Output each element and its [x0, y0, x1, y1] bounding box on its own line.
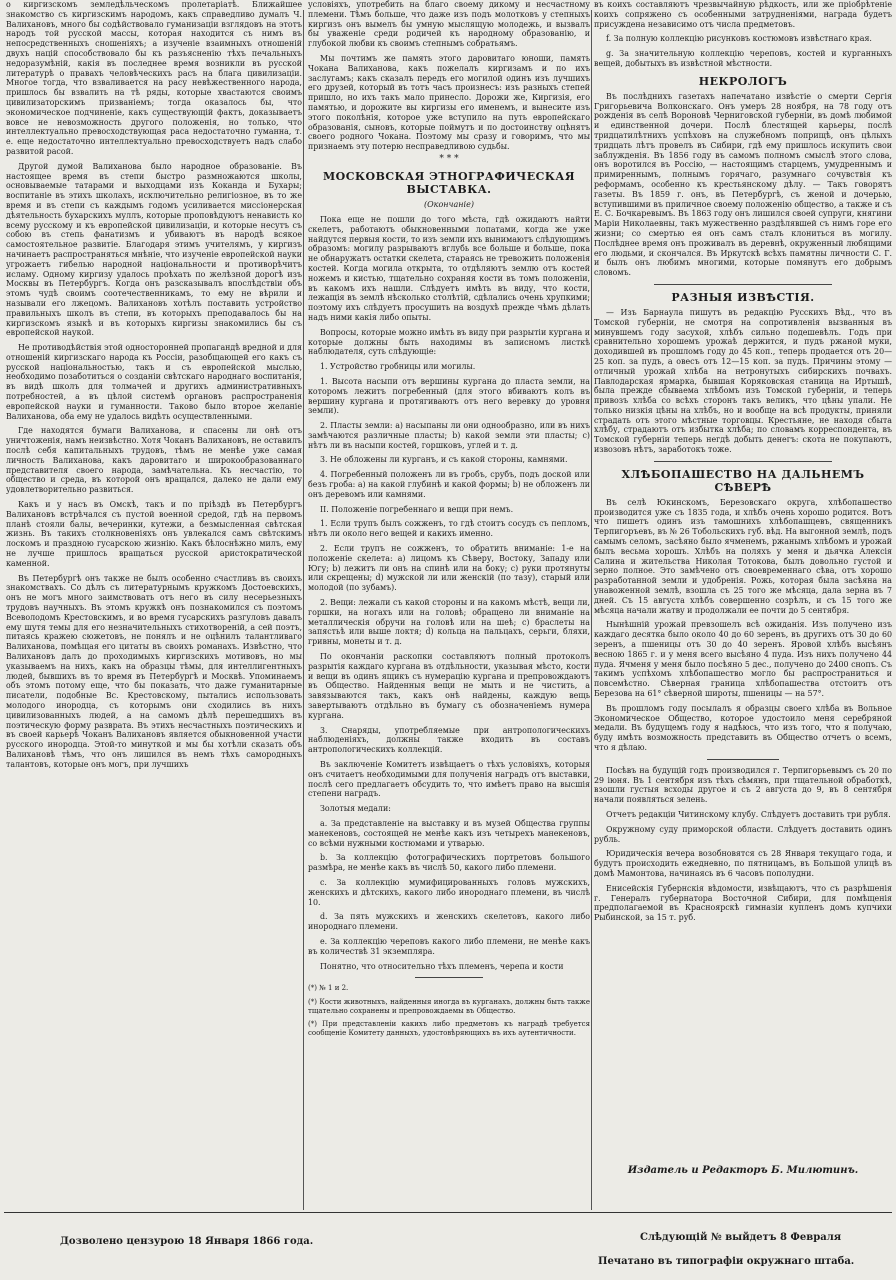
- paragraph: Въ селѣ Юкинскомъ, Березовскаго округа, хлѣбопашество производится уже съ 1835 года, и хлѣбъ очень хорошо родится. Вотъ что пишетъ одинъ изъ тамошнихъ хлѣбопашцевъ, священникъ Терпигоръевъ, въ № 26 Тобольскихъ губ. вѣд. На выгонной землѣ, подъ самымъ селомъ, засѣяно было ячменемъ, ржанымъ хлѣбомъ и урожай былъ весьма хорошъ. Хлѣбъ на поляхъ у меня и дьячка Алексія Салина и жительства Николая Тотокова, былъ довольно густой и зерно полное. Это замѣчено отъ своевременнаго сѣва, отъ хорошо разработанной земли и удобренія. Рожь, которая была засѣяна на унавоженной землѣ, взошла съ 25 того же мѣсяца, дала зерна въ 7 дней. Съ 15 августа хлѣбъ совершенно созрѣлъ, и съ 15 того же мѣсяца начали жатву и продолжали ее почти до 5 сентября.: [594, 497, 892, 615]
- paragraph: Нынѣшній урожай превзошелъ всѣ ожиданія. Изъ получено изъ каждаго десятка было около 40 до 60 зеренъ, въ другихъ отъ 30 до 60 зеренъ, а пшеницы отъ 30 до 40 зеренъ. Яровой хлѣбъ высѣянъ весною 1865 г. и у меня всего высѣяно 4 пуда. Изъ нихъ получено 44 пуда. Ячменя у меня было посѣяно 5 дес., получено до 2400 снопъ. Съ такимъ успѣхомъ хлѣбопашество могло бы распространиться и повсемѣстно. Сѣверная граница хлѣбопашества отстоитъ отъ Березова на 61° сѣверной широты, пшеницы — на 57°.: [594, 620, 892, 699]
- section-divider: [654, 284, 833, 285]
- paragraph: 1. Если трупъ былъ сожженъ, то гдѣ стоитъ сосудъ съ пепломъ, нѣтъ ли около него вещей и какихъ именно.: [308, 519, 590, 539]
- paragraph: Вопросы, которые можно имѣть въ виду при разрытіи кургана и которые должны быть находимы въ записномъ листкѣ наблюдателя, суть слѣдующіе:: [308, 327, 590, 357]
- paragraph: Где находятся бумаги Валиханова, и спасены ли онѣ отъ уничтоженія, намъ неизвѣстно. Хотя Чоканъ Валихановъ, не оставилъ послѣ себя капитальныхъ трудовъ, тѣмъ не менѣе уже самая личность Валиханова, какъ даровитаго и широкообразованнаго представителя своего народа, замѣчательна. Къ несчастію, то общество и среда, въ которой онъ вращался, далеко не дали ему удовлетворительно развиться.: [6, 426, 302, 495]
- paragraph: Отчетъ редакціи Читинскому клубу. Слѣдуетъ доставить три рубля.: [606, 809, 891, 819]
- footnote: (*) Кости животныхъ, найденныя иногда въ курганахъ, должны быть также тщательно сохранены и препровождаемы въ Общество.: [308, 998, 590, 1015]
- section-title-grain: ХЛѢБОПАШЕСТВО НА ДАЛЬНЕМЪ СѢВЕРѢ: [621, 467, 865, 494]
- paragraph: Мы почтимъ же память этого даровитаго юноши, память Чокана Валиханова, какъ пожелалъ киргизамъ и по ихъ заслугамъ; какъ сказалъ передъ его могилой одинъ изъ лучшихъ его друзей, который въ тотъ часъ произнесъ: изъ разныхъ степей пришло, но ихъ такъ мало принесло. Дорожи же, Киргизія, его памятью, и дорожите вы киргизы его именемъ, и вынесите изъ этого поколѣнія, которое уже вступило на путь европейскаго образованія, сыновъ, которые поймутъ и по достоинству оцѣнятъ своего родного Чокана. Поэтому мы сразу и говоримъ, что мы признаемъ эту потерю несправедливою судьбы.: [308, 53, 590, 152]
- paragraph: d. За пять мужскихъ и женскихъ скелетовъ, какого либо инороднаго племени.: [308, 912, 590, 932]
- paragraph: c. За коллекцію мумифицированныхъ головъ мужскихъ, женскихъ и дѣтскихъ, какого либо инороднаго племени, въ числѣ 10.: [308, 877, 590, 907]
- paragraph: 2. Если трупъ не сожженъ, то обратить вниманіе: 1-е на положеніе скелета: а) лицомъ къ Сѣверу, Востоку, Западу или Югу; b) лежитъ ли онъ на спинѣ или на боку; c) руки протянуты или скрещены; d) мужской ли или женскій (по тазу), старый или молодой (по зубамъ).: [308, 544, 590, 593]
- publisher-line: Издатель и Редакторъ Б. Милютинъ.: [627, 1165, 859, 1176]
- section-title-news: РАЗНЫЯ ИЗВѢСТІЯ.: [671, 290, 815, 304]
- paragraph: — Изъ Барнаула пишутъ въ редакцію Русскихъ Вѣд., что въ Томской губерніи, не смотря на сопротивленія вызванныя въ минувшемъ году засухой, хлѣбъ сильно подешевѣлъ. Годъ при сравнительно хорошемъ урожаѣ держится, и пудъ ржаной муки, доходившей въ прошломъ году до 45 коп., теперь продается отъ 20—25 коп. за пудъ, а овесъ отъ 12—15 коп. за пудъ. Причины этому — отличный урожай хлѣба на нетронутыхъ сибирскихъ почвахъ. Павлодарская ярмарка, бывшая Коряковская станица на Иртышѣ, была прежде сбываема хлѣбомъ изъ Томской губерніи, и теперь привозъ хлѣба со всѣхъ сторонъ такъ великъ, что цѣны упали. Не только низкія цѣны на хлѣбъ, но и вообще на всѣ продукты, приняли страдать отъ этого мѣстные торговцы. Крестьяне, не находя сбыта хлѣбу, страдаютъ отъ избытка хлѣба; по словамъ корреспондента, въ Томской губерніи теперь негдѣ добыть денегъ: скота не покупаютъ, извозовъ нѣтъ, заработокъ тоже.: [594, 307, 892, 455]
- paragraph: 1. Высота насыпи отъ вершины кургана до пласта земли, на которомъ лежитъ погребенный (для этого вбиваютъ колъ въ вершину кургана и протягиваютъ отъ него веревку до уровня земли).: [308, 376, 590, 416]
- section-title-necrology: НЕКРОЛОГЪ: [698, 74, 788, 88]
- section-title-exhibition: МОСКОВСКАЯ ЭТНОГРАФИЧЕСКАЯ ВЫСТАВКА.: [322, 169, 576, 196]
- censor-approval: Дозволено цензурою 18 Января 1866 года.: [60, 1236, 314, 1247]
- printer-line: Печатано въ типографіи окружнаго штаба.: [598, 1256, 855, 1267]
- section-divider: [707, 759, 779, 760]
- paragraph: въ коихъ составляютъ чрезвычайную рѣдкость, или же пріобрѣтеніе коихъ сопряжено съ особенными затрудненіями, награда будетъ присуждена независимо отъ числа предметовъ.: [594, 0, 892, 29]
- paragraph: 4. Погребенный положенъ ли въ гробъ, срубъ, подъ доской или безъ гроба: а) на какой глубинѣ и какой формы; b) не обложенъ ли онъ деревомъ или камнями.: [308, 470, 590, 499]
- column-divider: [303, 10, 304, 1210]
- paragraph: Въ заключеніе Комитетъ извѣщаетъ о тѣхъ условіяхъ, которыя онъ считаетъ необходимыми для полученія наградъ отъ выставки, послѣ сего предлагаетъ обсудить то, что имѣетъ право на высшія степени наградъ.: [308, 760, 590, 799]
- section-divider: [654, 461, 833, 462]
- paragraph: а. За представленіе на выставку и въ музей Общества группы манекеновъ, состоящей не менѣе какъ изъ четырехъ манекеновъ, со всѣми нужными костюмами и утварью.: [308, 818, 590, 848]
- paragraph: Въ Петербургѣ онъ также не былъ особенно счастливъ въ своихъ знакомствахъ. Со дѣлъ съ литературнымъ кружкомъ Достоевскихъ, онъ не могъ много заимствовать отъ него въ силу несерьезныхъ трудовъ научныхъ. Въ этомъ кружкѣ онъ познакомился съ поэтомъ Всеволодомъ Крестовскимъ, и во время гусарскихъ разгуловъ давалъ ему шутя темы для его незначительныхъ стихотвореній, а сей поэтъ, питаясь кражею сюжетовъ, не понялъ и не оцѣнилъ талантливаго Валиханова, помѣщая его цитаты въ своихъ романахъ. Извѣстно, что Валихановъ далъ до проходимыхъ киргизскихъ мотивовъ, но мы указываемъ на нихъ, какъ на образцы тѣмы, для интеллигентныхъ людей, бывшихъ въ то время въ Петербургѣ и Москвѣ. Упоминаемъ объ этомъ потому еще, что бы показать, что даже гуманитарные писатели, подобные Вс. Крестовскому, пытались использовать молодого инородца, съ которымъ они сходились въ нихъ цивилизованныхъ людей, а на самомъ дѣлѣ перешедшихъ въ поэтическую форму разврата. Въ этихъ несчастныхъ поэтическихъ и въ своей карьерѣ Чоканъ Валихановъ является обыкновенной участи русского инородца. Этой-то минуткой и мы бы хотѣли сказать объ Валихановѣ тѣмъ, что онъ лишился въ немъ тѣхъ самородныхъ талантовъ, которые онъ могъ, при лучшихъ: [6, 573, 302, 769]
- section-stars: * * *: [439, 153, 459, 164]
- paragraph: е. За коллекцію череповъ какого либо племени, не менѣе какъ въ количествѣ 31 экземпляра.: [308, 936, 590, 956]
- paragraph: Окружному суду приморской области. Слѣдуетъ доставить одинъ рубль.: [594, 824, 892, 844]
- next-issue-notice: Слѣдующій № выйдетъ 8 Февраля: [640, 1232, 842, 1243]
- paragraph: Въ послѣднихъ газетахъ напечатано извѣстіе о смерти Сергія Григорьевича Волконскаго. Онъ умеръ 28 ноября, на 78 году отъ рожденія въ селѣ Вороновѣ Черниговской губерніи, въ домѣ любимой и единственной дочери. Послѣ блестящей карьеры, послѣ тридцатилѣтнихъ успѣховъ на служебномъ поприщѣ, онъ цѣлыхъ тридцать лѣтъ провелъ въ Сибири, гдѣ ему пришлось искупить свои заблужденія. Въ 1856 году въ самомъ полномъ смыслѣ этого слова, онъ воротился въ Россію, — настоящимъ старцемъ, умудреннымъ и примиреннымъ, полнымъ горячаго, разумнаго сочувствія къ реформамъ, особенно къ крестьянскому дѣлу. — Такъ говорятъ газеты. Въ 1859 г. онъ, въ Петербургѣ, съ женой и дочерью, вступившими въ приличное своему положенію общество, а также и съ Е. С. Бочкаревымъ. Въ 1863 году онъ лишился своей супруги, княгини Маріи Николаевны, такъ мужественно раздѣлявшей съ нимъ горе его жизни; со смертью ея онъ самъ сталъ клониться въ могилу. Послѣднее время онъ проживалъ въ деревнѣ, окруженный любящими его людьми, и скончался. Въ Иркутскѣ всѣхъ памятны личности С. Г. и былъ онъ любимъ многими, которые помянутъ его добрымъ словомъ.: [594, 91, 892, 278]
- paragraph: g. За значительную коллекцію череповъ, костей и курганныхъ вещей, добытыхъ въ извѣстной мѣстности.: [594, 49, 892, 68]
- paragraph: 3. Не обложены ли курганъ, и съ какой стороны, камнями.: [320, 455, 568, 465]
- column-left: [6, 0, 302, 1216]
- paragraph: Посѣвъ на будущій годъ производился г. Терпигорьевымъ съ 20 по 29 іюня. Въ 1 сентября изъ тѣхъ сѣмянъ, при тщательной обработкѣ, взошли густыя всходы другое и съ 2 августа до 9, въ 8 сентября начали появляться зелень.: [594, 765, 892, 805]
- column-divider: [591, 10, 592, 1210]
- paragraph: Какъ и у насъ въ Омскѣ, такъ и по пріѣздѣ въ Петербургъ Валихановъ встрѣчался съ пустой военной средой, гдѣ на первомъ планѣ стояли балы, вечеринки, кутежи, а безмысленная свѣтская жизнь. Въ такихъ столкновеніяхъ онъ увлекался самъ свѣтскимъ лоскомъ и праздною гусарскою жизнію. Какъ бѣлоснѣжно милъ, ему не лучше пришлось вращаться русской аристократической каменной.: [6, 500, 302, 568]
- paragraph: Золотыя медали:: [320, 804, 391, 814]
- paragraph: Юридическія вечера возобновятся съ 28 Января текущаго года, и будутъ происходить ежедневно, по пятницамъ, въ Большой улицѣ въ домѣ Мамонтова, начинаясь въ 6 часовъ пополудни.: [594, 849, 892, 878]
- paragraph: II. Положеніе погребеннаго и вещи при немъ.: [320, 504, 514, 514]
- footnote: (*) При представленіи какихъ либо предметовъ къ наградѣ требуется сообщеніе Комитету данныхъ, удостовѣряющихъ въ ихъ аутентичности.: [308, 1020, 590, 1038]
- paragraph: 2. Пласты земли: а) насыпаны ли они однообразно, или въ нихъ замѣчаются различные пласты; b) какой земли эти пласты; c) нѣтъ ли въ насыпи костей, горшковъ, углей и т. д.: [308, 421, 590, 450]
- paragraph: b. За коллекцію фотографическихъ портретовъ большого размѣра, не менѣе какъ въ числѣ 50, какого либо племени.: [308, 853, 590, 873]
- paragraph: 3. Снаряды, употребляемые при антропологическихъ наблюденіяхъ, должны также входить въ составъ антропологическихъ коллекцій.: [308, 725, 590, 755]
- paragraph: Другой думой Валиханова было народное образованіе. Въ настоящее время въ степи быстро размножаются школы, основываемые татарами и выходцами изъ Коканда и Бухары; воспитаніе въ этихъ школахъ, исключительно религіозное, въ то же время и въ степи съ каждымъ годомъ усиливается миссіонерская дѣятельность бухарскихъ муллъ, которые проповѣдуютъ ненависть ко всему русскому и къ европейской цивилизаціи, и которые несутъ съ собою въ степь фанатизмъ и убиваютъ въ народѣ всякое самостоятельное развитіе. Благодаря этимъ учителямъ, у киргизъ начинаетъ распространяться мнѣніе, что изученіе европейской науки угрожаетъ гибелью народной національности и противорѣчитъ исламу. Одному киргизу удалось проѣхать по желѣзной дорогѣ изъ Москвы въ Петербургъ. Когда онъ разсказывалъ впослѣдствіи объ этомъ чудѣ своимъ соотечественникамъ, то ему не вѣрили и называли его лжецомъ. Валихановъ хотѣлъ поставить устройство правильныхъ школъ въ степи, въ которыхъ преподавалось бы на киргизскомъ языкѣ и въ которыхъ киргизы знакомились бы съ европейской наукой.: [6, 161, 302, 338]
- paragraph: Енисейскія Губернскія вѣдомости, извѣщаютъ, что съ разрѣшенія г. Генералъ губернатора Восточной Сибири, для помѣщенія предполагаемой въ Красноярскѣ гимназіи купленъ домъ купчихи Рыбинской, за 15 т. руб.: [594, 883, 892, 923]
- footer-divider: [4, 1212, 892, 1213]
- paragraph: о киргизскомъ земледѣльческомъ пролетаріатѣ. Ближайшее знакомство съ киргизскимъ народомъ, какъ справедливо думалъ Ч. Валихановъ, много бы содѣйствовало гуманизаціи взглядовъ на этотъ народъ той русской массы, которая находится съ нимъ въ непосредственныхъ сношеніяхъ; а изученіе взаимныхъ отношеній двухъ націй способствовало бы къ разъясненію тѣхъ печальныхъ недоразумѣній, какія въ последнее время возникли въ русской литературѣ о правахъ человѣческихъ расъ на блага цивилизаціи. Многое тогда, что взваливается на расу невѣжественного народа, пришлось бы взвалить на тѣ ряды, которые хвастаются своимъ цивилизаторскимъ призваніемъ; тогда оказалось бы, что экономическое подчиненіе, какъ существующій фактъ, доказываетъ вовсе не невозможность другого положенія, но только, что интеллектуально превосходствующая раса недостаточно гуманна, т. е. еще недостаточно интеллектуально превосходствуетъ надъ слабо развитой расой.: [6, 0, 302, 156]
- paragraph: 2. Вещи: лежали съ какой стороны и на какомъ мѣстѣ, вещи ли, горшки, на ногахъ или на головѣ; обращено ли вниманіе на металлическія обручи на головѣ или на шеѣ; c) браслеты на запястьѣ или выше локтя; d) кольца на пальцахъ, серьги, бляхи, гривны, монеты и т. д.: [308, 598, 590, 647]
- paragraph: условіяхъ, употребить на благо своему дикому и несчастному племени. Тѣмъ больше, что даже изъ подъ молотковъ у степныхъ киргизъ онъ вымелъ бы умную мыслящую молодежь, и вызвалъ бы уваженіе среди родичей къ народному образованію, и глубокой любви къ своимъ степнымъ собратьямъ.: [308, 0, 590, 49]
- column-middle: [308, 0, 590, 1216]
- paragraph: f. За полную коллекцію рисунковъ костюмовъ извѣстнаго края.: [606, 34, 872, 44]
- paragraph: Не противодѣйствія этой односторонней пропагандѣ вредной и для отношеній киргизскаго народа къ Россіи, разобщающей его какъ съ русской національностью, такъ и съ европейской мыслью, необходимо позаботиться о созданіи свѣтскаго народнаго воспитанія, въ видѣ школъ для толмачей и другихъ административныхъ потребностей, а въ цѣлой системѣ органовъ распространенія европейской науки и гуманности. Таково было второе желаніе Валиханова, оба ему не удалось видѣть осуществленными.: [6, 343, 302, 421]
- section-subtitle: (Окончаніе): [424, 199, 474, 209]
- paragraph: Пока еще не пошли до того мѣста, гдѣ ожидаютъ найти скелетъ, работаютъ обыкновенными лопатами, когда же уже найдутся первыя кости, то изъ земли ихъ вынимаютъ слѣдующимъ образомъ: могилу разрываютъ вглубь все больше и больше, пока не обнаружатъ остатки скелета, стараясь не тревожить положенія костей. Когда могила открыта, то отдѣляютъ землю отъ костей ножемъ и кистью, тщательно сохраняя кости въ томъ положеніи, въ какомъ ихъ нашли. Слѣдуетъ имѣть въ виду, что кости, лежащія въ землѣ нѣсколько столѣтій, сдѣлались очень хрупкими; поэтому ихъ слѣдуетъ просушить на воздухѣ прежде чѣмъ дѣлать надъ ними какія либо опыты.: [308, 214, 590, 322]
- paragraph: Понятно, что относительно тѣхъ племенъ, черепа и кости: [320, 961, 564, 971]
- paragraph: 1. Устройство гробницы или могилы.: [320, 362, 476, 372]
- column-right: [594, 0, 892, 1216]
- paragraph: По окончаніи раскопки составляютъ полный протоколъ разрытія каждаго кургана въ отдѣльности, указывая мѣсто, кости и вещи въ одинъ ящикъ съ нумерацію кургана и препровождаютъ въ Общество. Найденныя вещи не мыть и не чистить, а завязываются такъ, какъ онѣ найдены, каждую вещь завертываютъ отдѣльно въ бумагу съ обозначеніемъ нумера кургана.: [308, 652, 590, 720]
- footnote: (*) № 1 и 2.: [308, 984, 349, 993]
- paragraph: Въ прошломъ году посылалъ я образцы своего хлѣба въ Вольное Экономическое Общество, которое удостоило меня серебряной медали. Въ будущемъ году я надѣюсь, что изъ того, что я получаю, буду имѣть возможность представить въ Общество отчетъ о всемъ, что я дѣлаю.: [594, 703, 892, 752]
- footnote-divider: [415, 977, 483, 978]
